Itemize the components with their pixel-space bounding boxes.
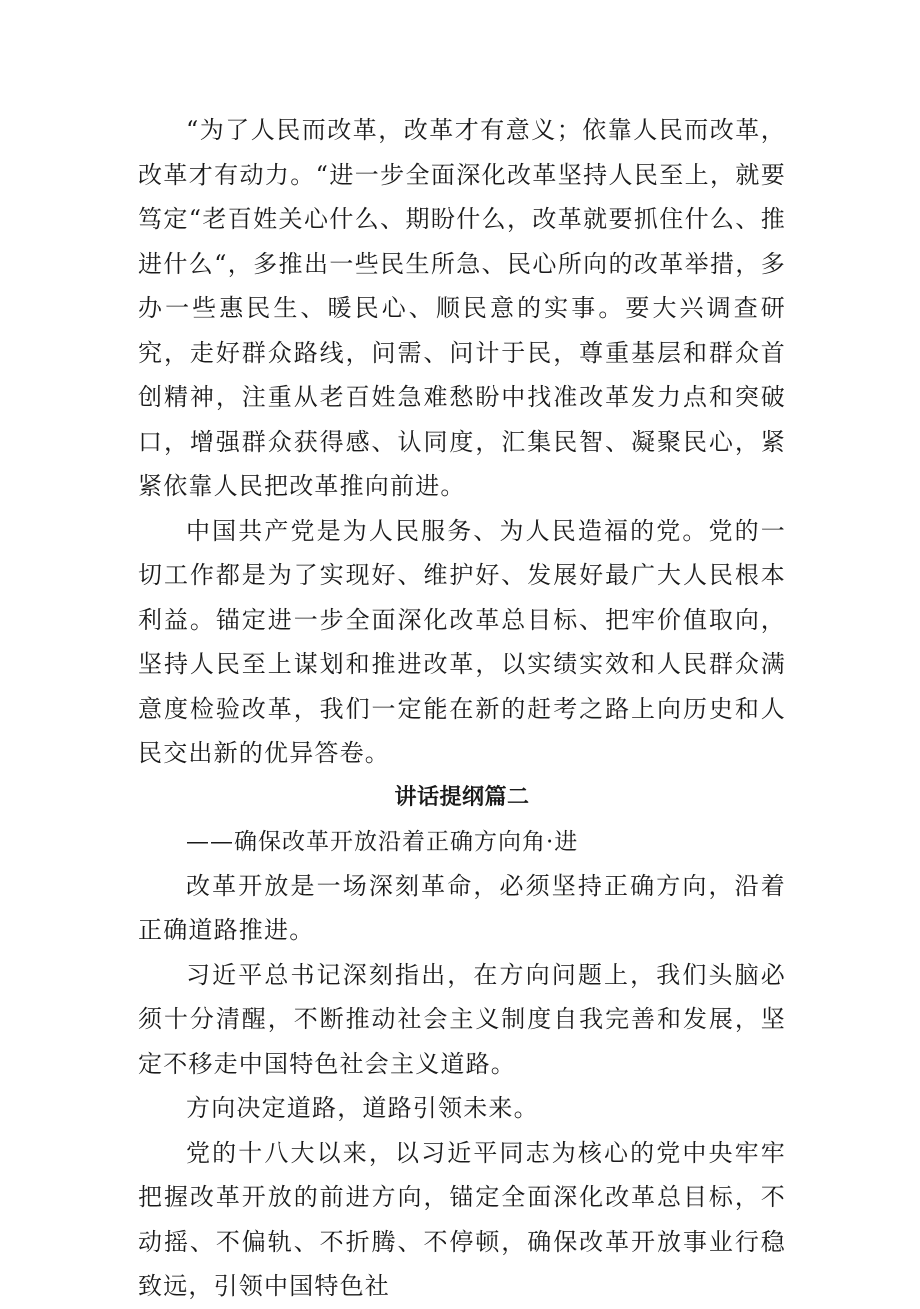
body-paragraph: 方向决定道路，道路引领未来。 <box>186 1094 539 1122</box>
section-subtitle: ——确保改革开放沿着正确方向角·进 <box>186 828 579 855</box>
document-page <box>138 108 786 1309</box>
body-paragraph: 党的十八大以来，以习近平同志为核心的党中央牢牢把握改革开放的前进方向，锚定全面深化改革总目标，不动摇、不偏轨、不折腾、不停顿，确保改革开放事业行稳致远，引领中国特色社 <box>138 1138 786 1300</box>
section-heading: 讲话提纲篇二 <box>394 784 530 810</box>
body-paragraph: “为了人民而改革，改革才有意义；依靠人民而改革，改革才有动力。“进一步全面深化改革坚持人民至上，就要笃定“老百姓关心什么、期盼什么，改革就要抓住什么、推进什么“，多推出一些民生所急、民心所向的改革举措，多办一些惠民生、暖民心、顺民意的实事。要大兴调查研究，走好群众路线，问需、问计于民，尊重基层和群众首创精神，注重从老百姓急难愁盼中找准改革发力点和突破口，增强群众获得感、认同度，汇集民智、凝聚民心，紧紧依靠人民把改革推向前进。 <box>138 116 786 500</box>
body-paragraph: 习近平总书记深刻指出，在方向问题上，我们头脑必须十分清醒，不断推动社会主义制度自我完善和发展，坚定不移走中国特色社会主义道路。 <box>138 960 786 1078</box>
body-paragraph: 中国共产党是为人民服务、为人民造福的党。党的一切工作都是为了实现好、维护好、发展好最广大人民根本利益。锚定进一步全面深化改革总目标、把牢价值取向，坚持人民至上谋划和推进改革，以实绩实效和人民群众满意度检验改革，我们一定能在新的赶考之路上向历史和人民交出新的优异答卷。 <box>138 516 786 767</box>
body-paragraph: 改革开放是一场深刻革命，必须坚持正确方向，沿着正确道路推进。 <box>138 871 786 944</box>
